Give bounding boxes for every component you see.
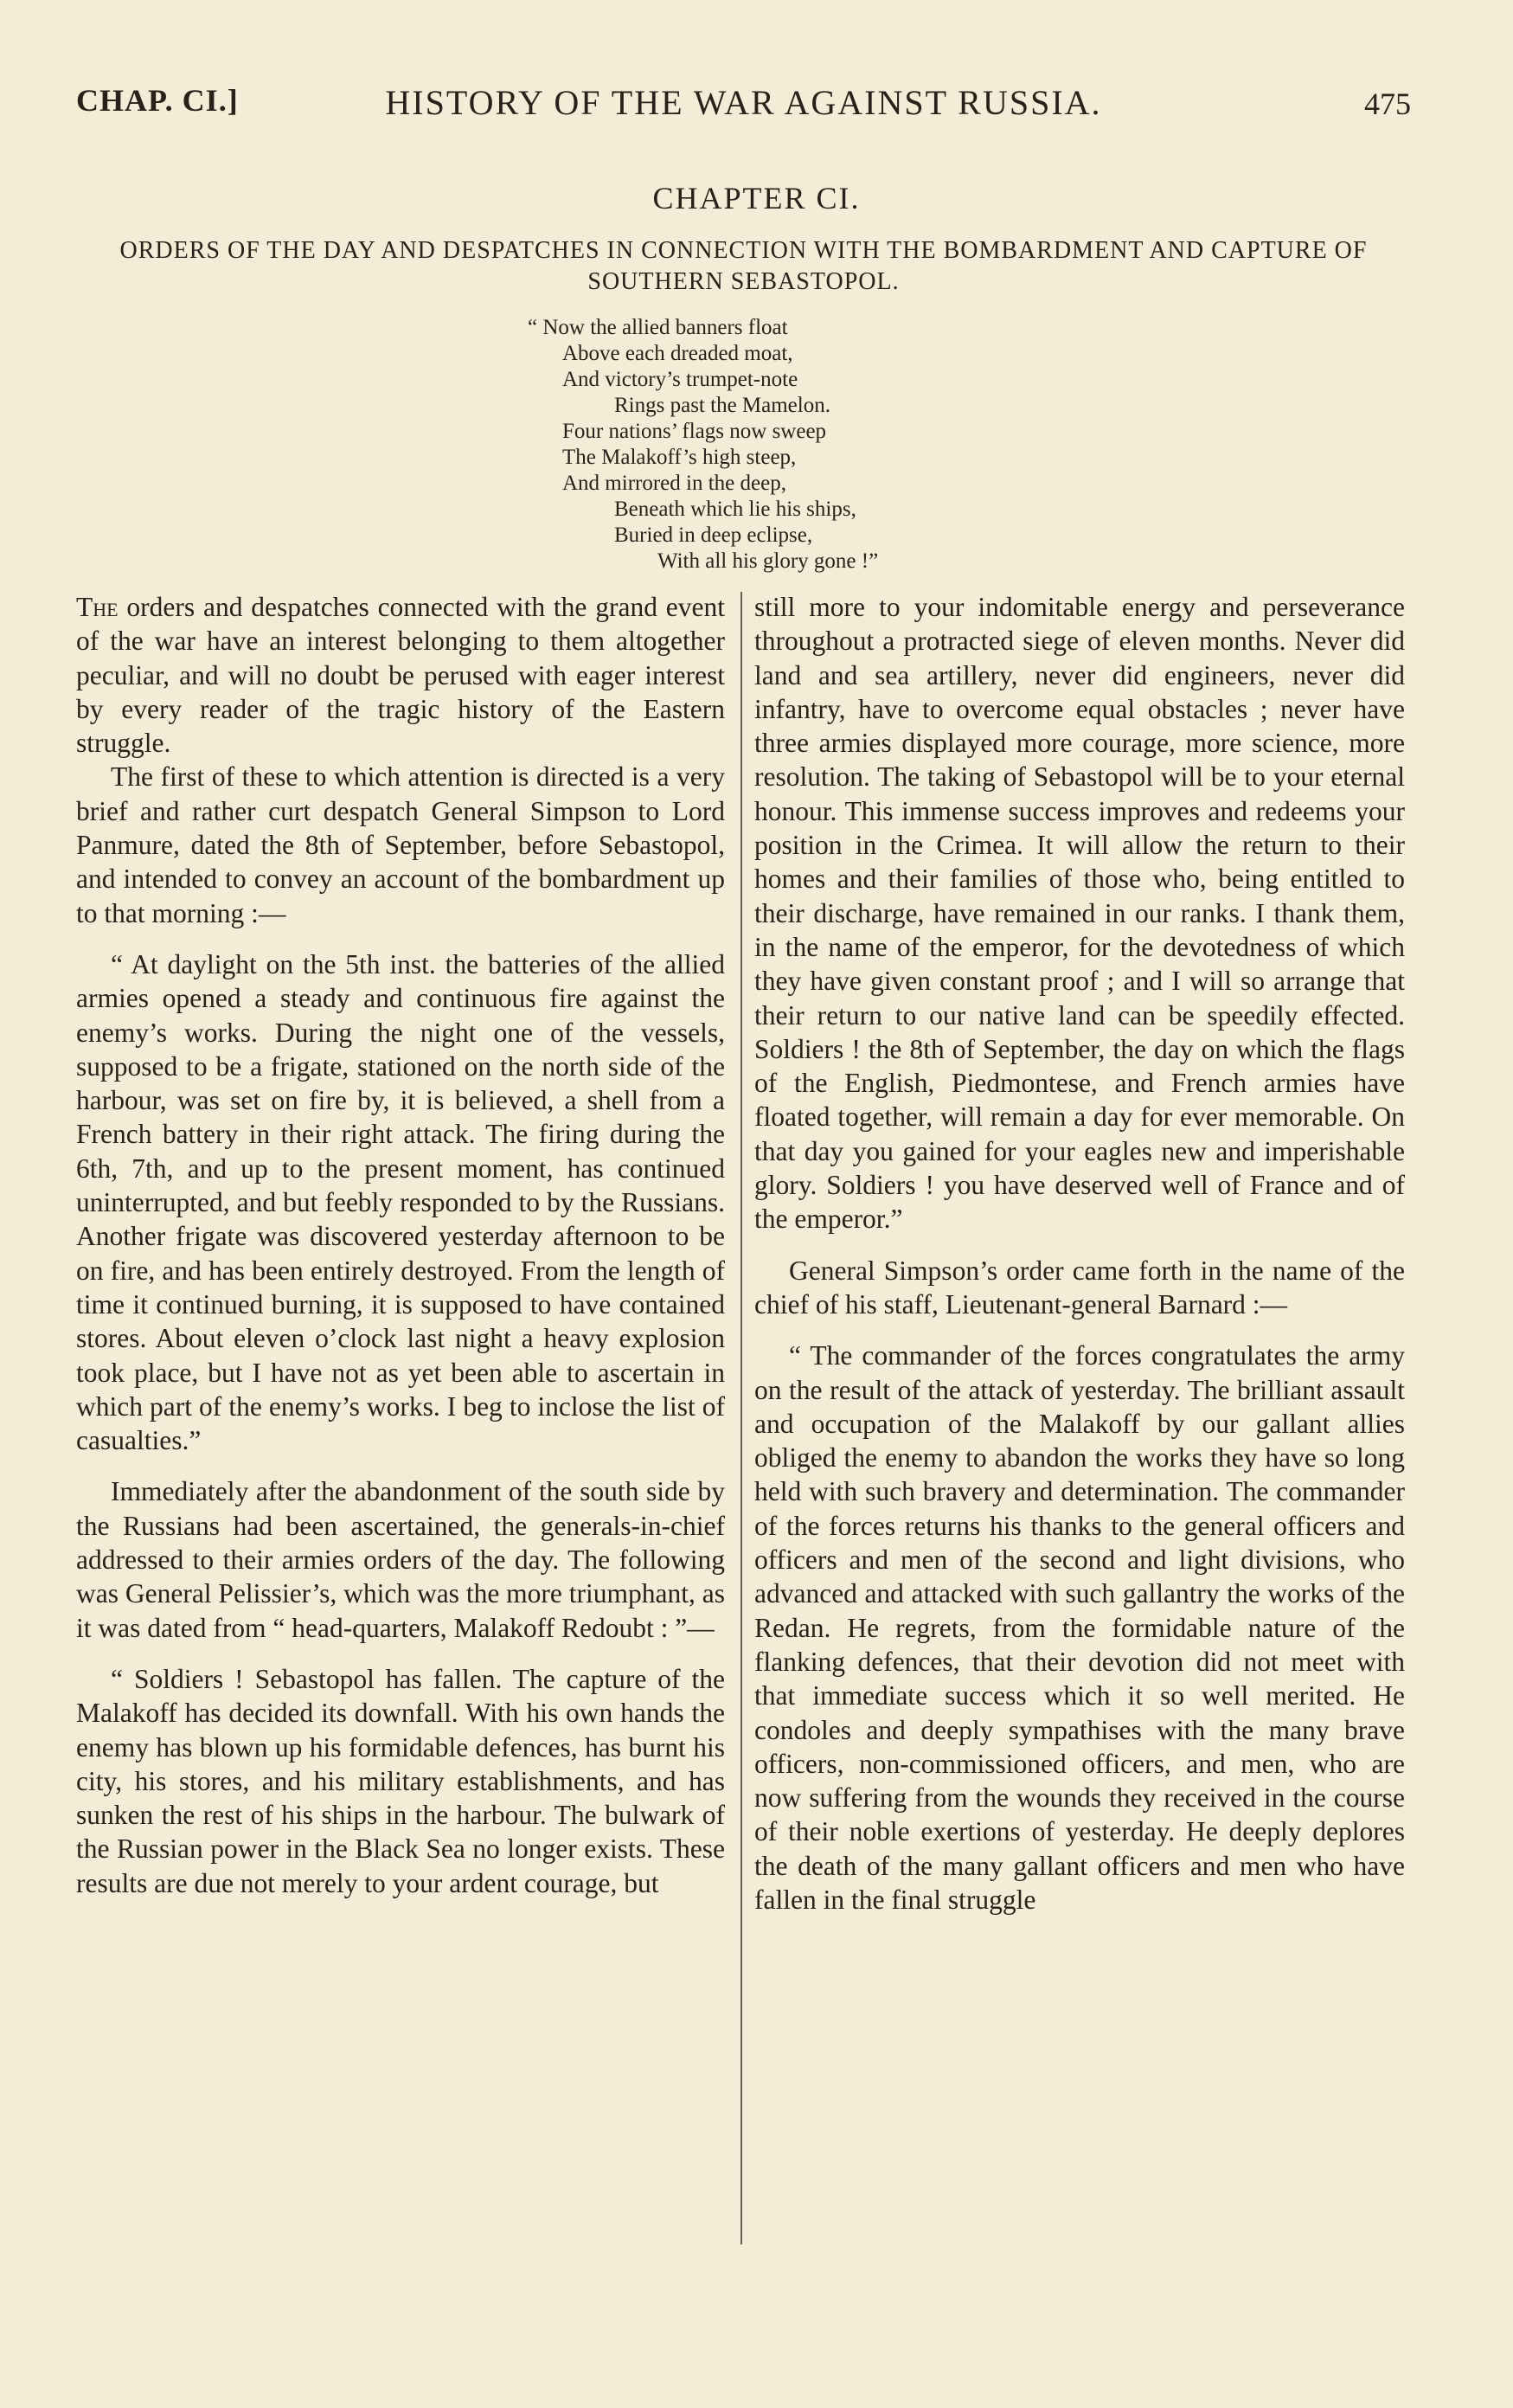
paragraph: “ Soldiers ! Sebastopol has fallen. The capture of the Malakoff has decided its downfall. With his own hands the enemy has blown up his formidable defences, has burnt his city, his stores, and his military establishments, and has sunken the rest of his ships in the harbour. The bulwark of the Russian power in the Black Sea no longer exists. These results are due not merely to your ardent courage, but — [76, 1663, 725, 1898]
page-number: 475 — [1364, 87, 1411, 121]
poem-line: Four nations’ flags now sweep — [562, 420, 827, 443]
paragraph: “ At daylight on the 5th inst. the batteries of the allied armies opened a steady and continuous fire against the enemy’s works. During the night one of the vessels, supposed to be a frigate, stationed on the north side of the harbour, was set on fire by, it is believed, a shell from a French battery in their right attack. The firing during the 6th, 7th, and up to the present moment, has continued uninterrupted, and but feebly responded to by the Russians. Another frigate was discovered yesterday afternoon to be on fire, and has been entirely destroyed. From the length of time it continued burning, it is supposed to have contained stores. About eleven o’clock last night a heavy explosion took place, but I have not as yet been able to ascertain in which part of the enemy’s works. I beg to inclose the list of casualties.” — [76, 948, 725, 1456]
poem-line: And mirrored in the deep, — [562, 472, 786, 495]
poem-line: The Malakoff’s high steep, — [562, 446, 797, 469]
poem-line: Rings past the Mamelon. — [614, 394, 830, 417]
running-title: HISTORY OF THE WAR AGAINST RUSSIA. — [385, 83, 1102, 122]
poem-line: With all his glory gone !” — [657, 549, 879, 573]
poem-line: And victory’s trumpet-note — [562, 368, 798, 391]
right-column — [754, 590, 1405, 1917]
column-divider — [740, 592, 742, 2244]
paragraph: Immediately after the abandonment of the south side by the Russians had been ascertained, the generals-in-chief addressed to their armies orders of the day. The following was General Pelissier’s, which was the more triumphant, as it was dated from “ head-quarters, Malakoff Redoubt : ”— — [76, 1476, 725, 1643]
left-column — [76, 590, 725, 1900]
poem-line: Above each dreaded moat, — [562, 342, 793, 365]
epigraph-poem — [528, 315, 1012, 575]
drop-word: The — [76, 592, 119, 622]
poem-line: Beneath which lie his ships, — [614, 498, 856, 521]
running-header — [76, 82, 1411, 134]
paragraph — [76, 590, 725, 760]
paragraph: General Simpson’s order came forth in the name of the chief of his staff, Lieutenant-general Barnard :— — [754, 1255, 1405, 1320]
chapter-title: CHAPTER CI. — [652, 181, 861, 215]
paragraph: still more to your indomitable energy and perseverance throughout a protracted siege of eleven months. Never did land and sea artillery, never did engineers, never did infantry, have to overcome equal obstacles ; never have three armies displayed more courage, more science, more resolution. The taking of Sebastopol will be to your eternal honour. This immense success improves and redeems your position in the Crimea. It will allow the return to their homes and their families of those who, being entitled to their discharge, have remained in our ranks. I thank them, in the name of the emperor, for the devotedness of which they have given constant proof ; and I will so arrange that their return to our native land can be speedily effected. Soldiers ! the 8th of September, the day on which the flags of the English, Piedmontese, and French armies have floated together, will remain a day for ever memorable. On that day you gained for your eagles new and imperishable glory. Soldiers ! you have deserved well of France and of the emperor.” — [754, 592, 1405, 1235]
chapter-subtitle: ORDERS OF THE DAY AND DESPATCHES IN CONNECTION WITH THE BOMBARDMENT AND CAPTURE OF SOUTHERN SEBASTOPOL. — [119, 237, 1368, 295]
paragraph: “ The commander of the forces congratulates the army on the result of the attack of yesterday. The brilliant assault and occupation of the Malakoff by our gallant allies obliged the enemy to abandon the works they have so long held with such bravery and determination. The commander of the forces returns his thanks to the general officers and officers and men of the second and light divisions, who advanced and attacked with such gallantry the works of the Redan. He regrets, from the formidable nature of the flanking defences, that their devotion did not meet with that immediate success which it so well merited. He condoles and deeply sympathises with the many brave officers, non-commissioned officers, and men, who are now suffering from the wounds they received in the course of their noble exertions of yesterday. He deeply deplores the death of the many gallant officers and men who have fallen in the final struggle — [754, 1340, 1405, 1915]
paragraph-text: orders and despatches connected with the grand event of the war have an interest belonging to them altogether peculiar, and will no doubt be perused with eager interest by every reader of the tragic history of the Eastern struggle. — [76, 592, 725, 759]
paragraph: The first of these to which attention is directed is a very brief and rather curt despatch General Simpson to Lord Panmure, dated the 8th of September, before Sebastopol, and intended to convey an account of the bombardment up to that morning :— — [76, 761, 725, 928]
poem-line: “ Now the allied banners float — [528, 316, 788, 339]
chapter-reference: CHAP. CI.] — [76, 83, 239, 118]
poem-line: Buried in deep eclipse, — [614, 523, 813, 547]
